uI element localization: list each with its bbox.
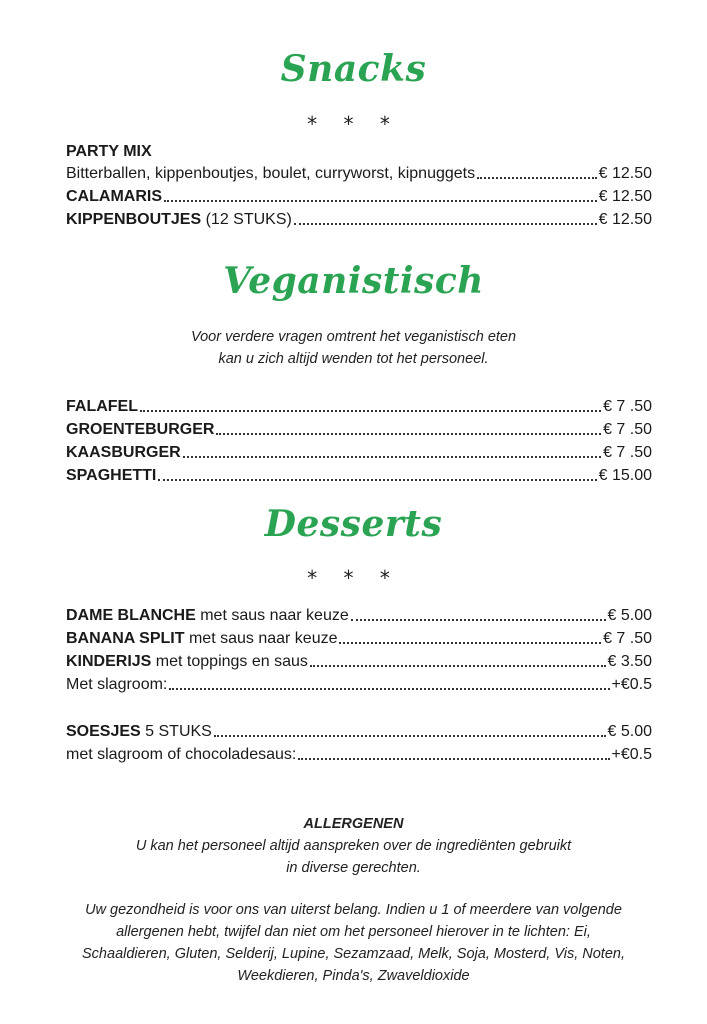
leader-dots xyxy=(351,619,606,621)
vegan-note-line2: kan u zich altijd wenden tot het personeel. xyxy=(218,351,489,367)
item-price: € 5.00 xyxy=(607,607,652,624)
menu-item-groenteburger xyxy=(66,418,652,440)
item-name: CALAMARIS xyxy=(66,188,162,205)
menu-item-spaghetti xyxy=(66,464,652,486)
item-name: DAME BLANCHE xyxy=(66,607,196,624)
allergens-line2: in diverse gerechten. xyxy=(286,860,421,876)
snacks-stars: * * * xyxy=(307,112,400,136)
item-name: KIPPENBOUTJES xyxy=(66,211,202,228)
vegan-title: Veganistisch xyxy=(223,260,484,302)
leader-dots xyxy=(169,688,609,690)
leader-dots xyxy=(214,735,606,737)
item-price: +€0.5 xyxy=(611,746,652,763)
menu-item-soesjes-option xyxy=(66,743,652,765)
item-extra: (12 STUKS) xyxy=(201,211,292,228)
party-mix-price: € 12.50 xyxy=(598,165,652,182)
menu-item-calamaris xyxy=(66,185,652,207)
menu-item-soesjes xyxy=(66,720,652,742)
menu-item-kaasburger xyxy=(66,441,652,463)
party-mix-name: PARTY MIX xyxy=(66,143,152,160)
item-name: SPAGHETTI xyxy=(66,467,157,484)
item-price: € 7 .50 xyxy=(603,444,652,461)
item-price: € 15.00 xyxy=(598,467,652,484)
menu-item-slagroom-option xyxy=(66,673,652,695)
snacks-title: Snacks xyxy=(280,48,427,90)
allergens-line4: allergenen hebt, twijfel dan niet om het personeel hierover in te lichten: Ei, xyxy=(116,924,591,940)
item-extra: met toppings en saus xyxy=(151,653,308,670)
leader-dots xyxy=(298,758,609,760)
item-extra: met saus naar keuze xyxy=(195,607,349,624)
desserts-title: Desserts xyxy=(264,503,443,545)
party-mix-desc: Bitterballen, kippenboutjes, boulet, curryworst, kipnuggets xyxy=(66,165,476,182)
item-price: € 7 .50 xyxy=(603,630,652,647)
item-name: FALAFEL xyxy=(66,398,138,415)
item-name: KAASBURGER xyxy=(66,444,181,461)
item-price: € 7 .50 xyxy=(603,421,652,438)
item-extra: met slagroom of chocoladesaus: xyxy=(66,746,297,763)
item-price: € 12.50 xyxy=(598,188,652,205)
leader-dots xyxy=(216,433,601,435)
leader-dots xyxy=(164,200,597,202)
item-name: GROENTEBURGER xyxy=(66,421,215,438)
item-name: BANANA SPLIT xyxy=(66,630,185,647)
allergens-line6: Weekdieren, Pinda's, Zwaveldioxide xyxy=(237,968,470,984)
party-mix-row xyxy=(66,162,652,184)
allergens-line3: Uw gezondheid is voor ons van uiterst belang. Indien u 1 of meerdere van volgende xyxy=(85,902,622,918)
desserts-stars: * * * xyxy=(307,566,400,590)
vegan-note-line1: Voor verdere vragen omtrent het veganistisch eten xyxy=(190,329,517,345)
item-extra: 5 STUKS xyxy=(140,723,212,740)
item-price: € 7 .50 xyxy=(603,398,652,415)
menu-item-kinderijs xyxy=(66,650,652,672)
item-price: € 5.00 xyxy=(607,723,652,740)
leader-dots xyxy=(183,456,601,458)
item-extra: met saus naar keuze xyxy=(184,630,338,647)
item-name: SOESJES xyxy=(66,723,141,740)
allergens-line5: Schaaldieren, Gluten, Selderij, Lupine, Sezamzaad, Melk, Soja, Mosterd, Vis, Noten, xyxy=(82,946,625,962)
leader-dots xyxy=(310,665,606,667)
leader-dots xyxy=(294,223,597,225)
item-name: KINDERIJS xyxy=(66,653,152,670)
allergens-line1: U kan het personeel altijd aanspreken over de ingrediënten gebruikt xyxy=(135,838,572,854)
menu-item-kippenboutjes xyxy=(66,208,652,230)
leader-dots xyxy=(339,642,601,644)
menu-item-banana-split xyxy=(66,627,652,649)
item-extra: Met slagroom: xyxy=(66,676,168,693)
leader-dots xyxy=(477,177,596,179)
leader-dots xyxy=(140,410,601,412)
allergens-heading: ALLERGENEN xyxy=(303,816,404,832)
menu-item-falafel xyxy=(66,395,652,417)
item-price: +€0.5 xyxy=(611,676,652,693)
item-price: € 12.50 xyxy=(598,211,652,228)
item-price: € 3.50 xyxy=(607,653,652,670)
leader-dots xyxy=(158,479,596,481)
menu-item-dame-blanche xyxy=(66,604,652,626)
